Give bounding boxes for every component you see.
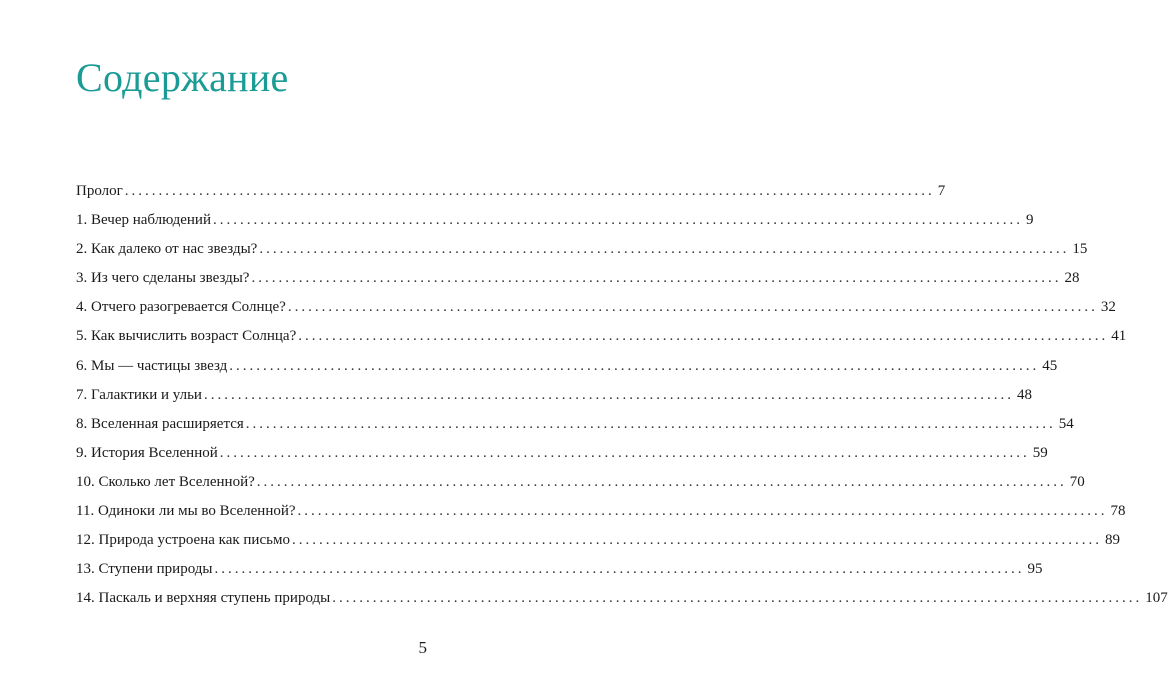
toc-entry-title: 8. Вселенная расширяется (76, 415, 244, 432)
toc-entry-title: 4. Отчего разогревается Солнце? (76, 299, 286, 316)
toc-entry-page: 70 (1069, 473, 1085, 490)
toc-entry-title: 13. Ступени природы (76, 561, 213, 578)
toc-entry-title: 1. Вечер наблюдений (76, 212, 211, 229)
toc-entry-page: 15 (1072, 241, 1088, 258)
toc-entry-title: Пролог (76, 183, 123, 199)
page-title: Содержание (76, 55, 289, 100)
toc-dot-leader: ........................................................................................................................ (256, 473, 1067, 490)
toc-entry-page: 9 (1026, 212, 1034, 229)
toc-dot-leader: ........................................................................................................................ (213, 212, 1023, 229)
toc-entry (76, 443, 1048, 472)
toc-entry-title: 12. Природа устроена как письмо (76, 532, 290, 549)
toc-dot-leader: ........................................................................................................................ (298, 328, 1109, 345)
toc-entry-page: 32 (1100, 299, 1116, 316)
toc-entry (76, 414, 1074, 443)
toc-dot-leader: ........................................................................................................................ (124, 183, 935, 199)
toc-entry (76, 181, 946, 210)
page-number: 5 (418, 638, 427, 657)
toc-dot-leader: ........................................................................................................................ (214, 561, 1025, 578)
toc-entry-page: 78 (1110, 503, 1126, 520)
toc-entry (76, 588, 1168, 617)
toc-dot-leader: ........................................................................................................................ (291, 532, 1102, 549)
toc-dot-leader: ........................................................................................................................ (332, 590, 1143, 607)
toc-entry (76, 472, 1085, 501)
toc-entry-page: 54 (1058, 415, 1074, 432)
toc-dot-leader: ........................................................................................................................ (203, 386, 1014, 403)
toc-entry-page: 89 (1104, 532, 1120, 549)
table-of-contents (76, 181, 1168, 617)
toc-entry (76, 239, 1088, 268)
toc-dot-leader: ........................................................................................................................ (287, 299, 1098, 316)
toc-entry (76, 501, 1126, 530)
toc-entry (76, 530, 1120, 559)
toc-entry (76, 268, 1080, 297)
toc-entry-page: 95 (1027, 561, 1043, 578)
toc-entry-page: 59 (1032, 444, 1048, 461)
toc-entry-title: 2. Как далеко от нас звезды? (76, 241, 258, 258)
toc-entry-title: 10. Сколько лет Вселенной? (76, 473, 255, 490)
toc-entry-title: 6. Мы — частицы звезд (76, 357, 228, 374)
toc-entry (76, 210, 1034, 239)
toc-entry-page: 41 (1111, 328, 1127, 345)
toc-entry-title: 7. Галактики и ульи (76, 386, 202, 403)
toc-entry (76, 559, 1043, 588)
toc-dot-leader: ........................................................................................................................ (259, 241, 1070, 258)
toc-dot-leader: ........................................................................................................................ (251, 270, 1062, 287)
toc-entry-page: 28 (1064, 270, 1080, 287)
toc-entry-page: 7 (937, 183, 946, 199)
toc-entry-title: 14. Паскаль и верхняя ступень природы (76, 590, 331, 607)
toc-entry (76, 385, 1032, 414)
toc-entry-page: 48 (1016, 386, 1032, 403)
toc-entry-title: 3. Из чего сделаны звезды? (76, 270, 250, 287)
toc-entry (76, 356, 1058, 385)
toc-entry-title: 11. Одиноки ли мы во Вселенной? (76, 503, 296, 520)
toc-entry (76, 326, 1127, 355)
toc-entry-page: 45 (1042, 357, 1058, 374)
toc-dot-leader: ........................................................................................................................ (219, 444, 1030, 461)
toc-dot-leader: ........................................................................................................................ (297, 503, 1108, 520)
toc-dot-leader: ........................................................................................................................ (229, 357, 1040, 374)
toc-entry-title: 5. Как вычислить возраст Солнца? (76, 328, 297, 345)
toc-entry (76, 297, 1116, 326)
toc-entry-page: 107 (1145, 590, 1168, 607)
toc-dot-leader: ........................................................................................................................ (245, 415, 1056, 432)
toc-entry-title: 9. История Вселенной (76, 444, 218, 461)
